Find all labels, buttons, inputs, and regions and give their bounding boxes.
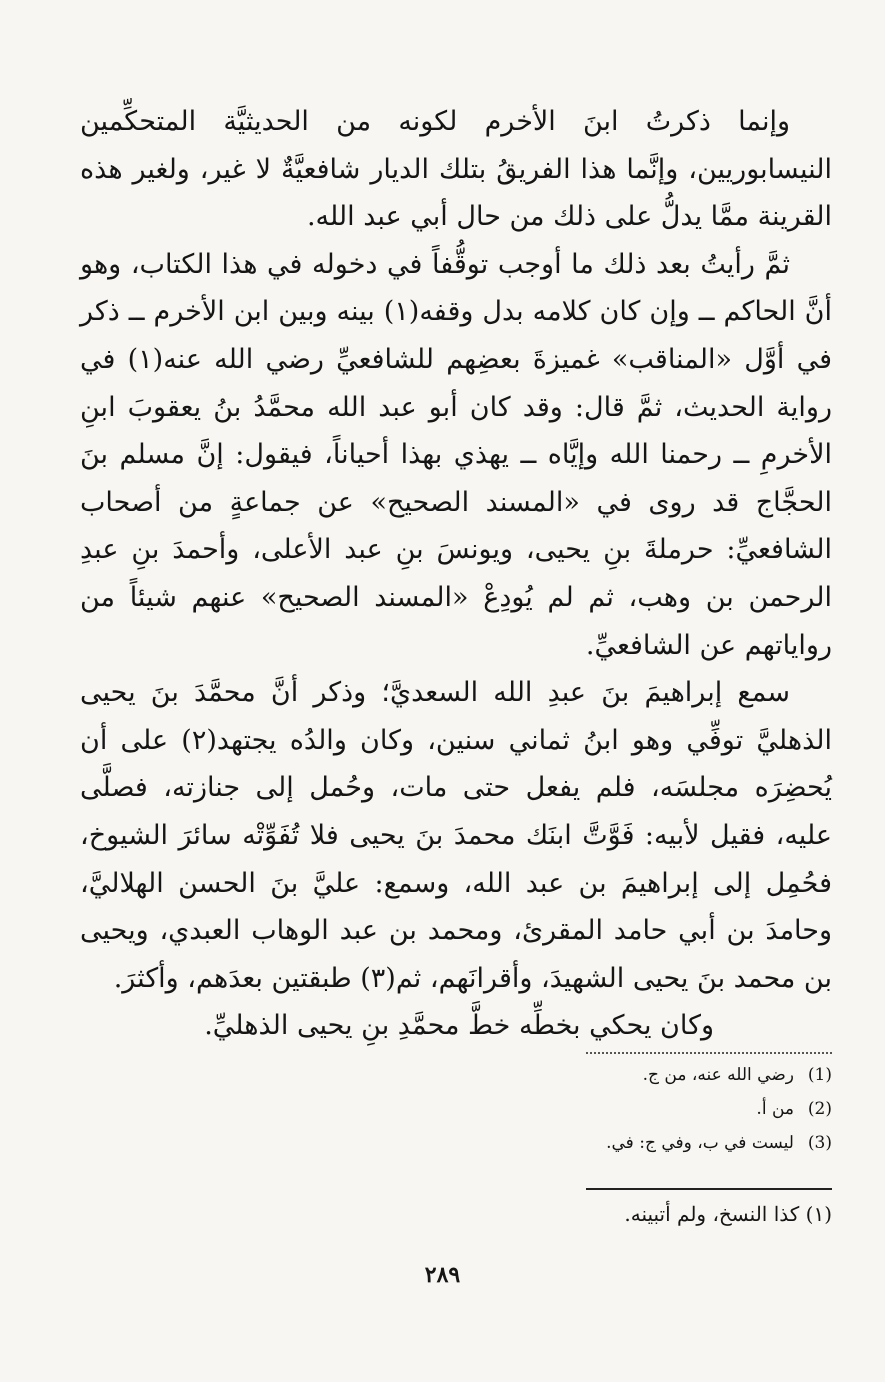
page-number: ٢٨٩	[424, 1262, 461, 1288]
footnote-divider-solid	[586, 1188, 832, 1190]
paragraph-3: سمع إبراهيمَ بنَ عبدِ الله السعديَّ؛ وذكر أنَّ محمَّدَ بنَ يحيى الذهليَّ توفِّي وهو ابنُ ثماني سنين، وكان والدُه يجتهد(٢) على أن يُحضِرَه مجلسَه، فلم يفعل حتى مات، وحُمل إلى جنازته، فصلَّى عليه، فقيل لأبيه: فَوَّتَّ ابنَك محمدَ بنَ يحيى فلا تُفَوِّتْه سائرَ الشيوخ، فحُمِل إلى إبراهيمَ بن عبد الله، وسمع: عليَّ بنَ الحسن الهلاليَّ، وحامدَ بن أبي حامد المقرئ، ومحمد بن عبد الوهاب العبدي، ويحيى بن محمد بنَ يحيى الشهيدَ، وأقرانَهم، ثم(٣) طبقتين بعدَهم، وأكثرَ.	[80, 677, 832, 994]
paragraph-4: وكان يحكي بخطِّه خطَّ محمَّدِ بنِ يحيى الذهليِّ.	[204, 1010, 714, 1042]
footnote-text: رضي الله عنه، من ج.	[642, 1065, 794, 1085]
paragraph-1: وإنما ذكرتُ ابنَ الأخرم لكونه من الحديثيَّة المتحكِّمين النيسابوريين، وإنَّما هذا الفريقُ بتلك الديار شافعيَّةٌ لا غير، ولغير هذه القرينة ممَّا يدلُّ على ذلك من حال أبي عبد الله.	[80, 106, 832, 233]
footnote-3	[380, 1126, 832, 1160]
paragraph-2: ثمَّ رأيتُ بعد ذلك ما أوجب توقُّفاً في دخوله في هذا الكتاب، وهو أنَّ الحاكم ــ وإن كان كلامه بدل وقفه(١) بينه وبين ابن الأخرم ــ ذكر في أوَّل «المناقب» غميزةَ بعضِهم للشافعيِّ رضي الله عنه(١) في رواية الحديث، ثمَّ قال: وقد كان أبو عبد الله محمَّدُ بنُ يعقوبَ ابنِ الأخرمِ ــ رحمنا الله وإيَّاه ــ يهذي بهذا أحياناً، فيقول: إنَّ مسلم بنَ الحجَّاج قد روى في «المسند الصحيح» عن جماعةٍ من أصحاب الشافعيِّ: حرملةَ بنِ يحيى، ويونسَ بنِ عبد الأعلى، وأحمدَ بنِ عبدِ الرحمن بن وهب، ثم لم يُودِعْ «المسند الصحيح» عنهم شيئاً من رواياتهم عن الشافعيِّ.	[80, 248, 833, 661]
footnote-number: (3)	[807, 1133, 832, 1153]
footnote-number: (2)	[807, 1099, 832, 1119]
main-text	[80, 98, 832, 1050]
footnote-1	[380, 1058, 832, 1092]
author-footnote: (١) كذا النسخ، ولم أتبينه.	[624, 1202, 832, 1226]
editor-footnotes	[380, 1058, 832, 1160]
footnote-text: ليست في ب، وفي ج: في.	[606, 1133, 794, 1153]
footnote-divider-dotted	[586, 1052, 832, 1054]
footnote-number: (1)	[807, 1065, 832, 1085]
footnote-2	[380, 1092, 832, 1126]
footnote-text: من أ.	[756, 1099, 794, 1119]
